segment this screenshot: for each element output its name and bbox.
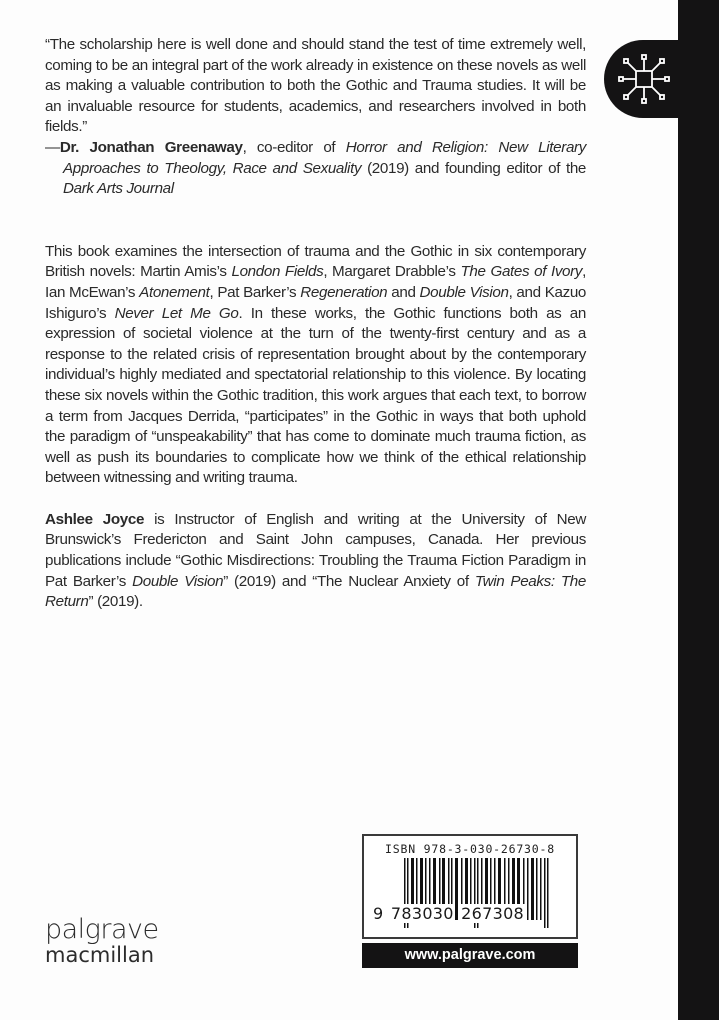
publisher-url: www.palgrave.com — [362, 943, 578, 968]
isbn-barcode — [362, 834, 578, 939]
author-bio: Ashlee Joyce is Instructor of English and writing at the University of New Brunswick’s Fredericton and Saint John campuses, Canada. Her previous publications include “Gothic Misdirections: Troubling the Trauma Fiction Paradigm in Pat Barker’s Double Vision” (2019) and “The Nuclear Anxiety of Twin Peaks: The Return” (2019). — [45, 510, 587, 611]
publisher-logo — [45, 916, 159, 966]
book-spine — [678, 0, 719, 1020]
back-cover-text — [45, 35, 586, 613]
endorser-journal: Dark Arts Journal — [63, 180, 174, 198]
book-description: This book examines the intersection of trauma and the Gothic in six contemporary British novels: Martin Amis’s London Fields, Margaret Drabble’s The Gates of Ivory, Ian McEwan’s Atonement, Pat Barker’s Regeneration and Double Vision, and Kazuo Ishiguro’s Never Let Me Go. In these works, the Gothic functions both as an expression of societal violence at the turn of the twenty-first century and as a response to the related crisis of representation brought about by the contemporary individual’s highly mediated and spectatorial relationship to this violence. By locating these six novels within the Gothic tradition, this work argues that each text, to borrow a term from Jacques Derrida, “participates” in the Gothic in ways that both uphold the paradigm of “unspeakability” that has come to dominate much trauma fiction, as well as push its boundaries to complicate how we think of the ethical relationship between witnessing and writing trauma. — [45, 242, 587, 487]
author-name: Ashlee Joyce — [45, 510, 145, 528]
circuit-chip-icon — [618, 53, 670, 105]
logo-macmillan: macmillan — [45, 943, 155, 967]
endorser-name: Dr. Jonathan Greenaway — [59, 138, 243, 156]
endorsement-attribution: —Dr. Jonathan Greenaway, co-editor of Horror and Religion: New Literary Approaches to Theology, Race and Sexuality (2019) and founding editor of the Dark Arts Journal — [45, 138, 587, 198]
endorsement-quote: “The scholarship here is well done and should stand the test of time extremely well, coming to be an integral part of the work already in existence on these novels as well as making a valuable contribution to both the Gothic and Trauma studies. It will be an invaluable resource for students, academics, and researchers involved in both fields.” — [45, 36, 586, 136]
logo-palgrave: palgrave — [45, 914, 159, 945]
series-tab — [604, 40, 694, 118]
endorser-book-title: Horror and Religion: New Literary Approaches to Theology, Race and Sexuality — [63, 138, 586, 177]
isbn-label: ISBN 978-3-030-26730-8 — [385, 842, 555, 856]
barcode-digits: 9 783030 267308 — [373, 904, 525, 923]
